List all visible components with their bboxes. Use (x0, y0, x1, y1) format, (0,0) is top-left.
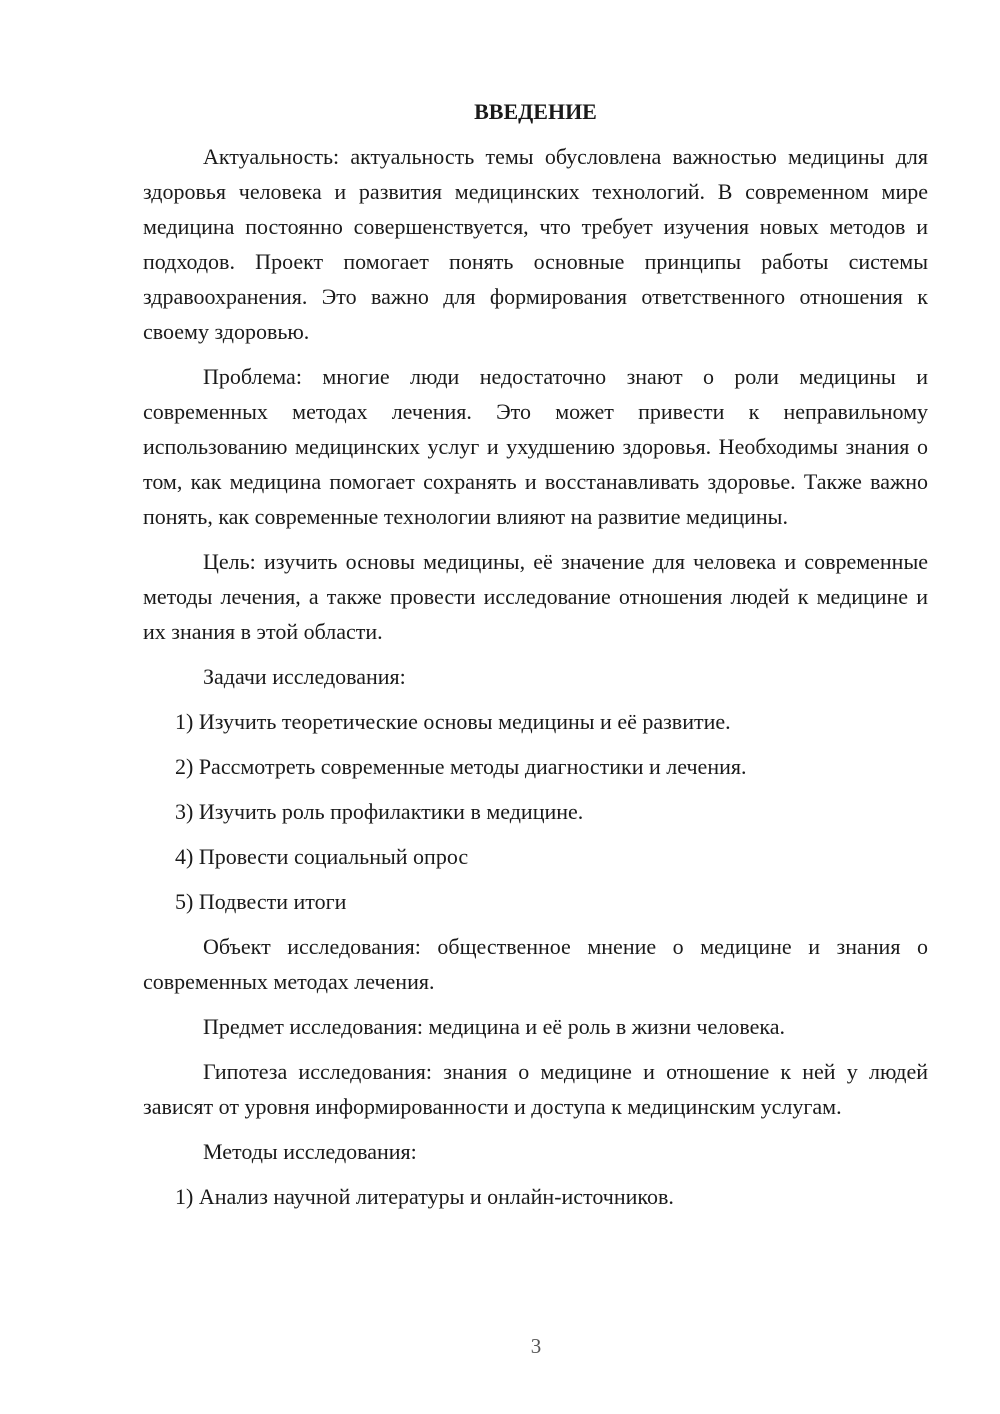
page-title: ВВЕДЕНИЕ (474, 99, 597, 124)
page-content (143, 94, 928, 1224)
list-item: 2) Рассмотреть современные методы диагностики и лечения. (175, 754, 747, 779)
paragraph-subject: Предмет исследования: медицина и её роль в жизни человека. (203, 1014, 785, 1039)
paragraph-object: Объект исследования: общественное мнение о медицине и знания о современных методах лечения. (143, 934, 928, 994)
tasks-heading: Задачи исследования: (203, 664, 406, 689)
list-item: 1) Анализ научной литературы и онлайн-источников. (175, 1184, 674, 1209)
tasks-list (143, 704, 928, 919)
paragraph-relevance: Актуальность: актуальность темы обусловлена важностью медицины для здоровья человека и развития медицинских технологий. В современном мире медицина постоянно совершенствуется, что требует изучения новых методов и подходов. Проект помогает понять основные принципы работы системы здравоохранения. Это важно для формирования ответственного отношения к своему здоровью. (143, 144, 928, 344)
paragraph-problem: Проблема: многие люди недостаточно знают о роли медицины и современных методах лечения. Это может привести к неправильному использованию медицинских услуг и ухудшению здоровья. Необходимы знания о том, как медицина помогает сохранять и восстанавливать здоровье. Также важно понять, как современные технологии влияют на развитие медицины. (143, 364, 928, 529)
list-item: 5) Подвести итоги (175, 889, 347, 914)
list-item: 1) Изучить теоретические основы медицины и её развитие. (175, 709, 731, 734)
list-item: 3) Изучить роль профилактики в медицине. (175, 799, 584, 824)
methods-list (143, 1179, 928, 1214)
list-item: 4) Провести социальный опрос (175, 844, 469, 869)
methods-heading: Методы исследования: (203, 1139, 417, 1164)
page-number: 3 (530, 1334, 542, 1358)
paragraph-goal: Цель: изучить основы медицины, её значение для человека и современные методы лечения, а также провести исследование отношения людей к медицине и их знания в этой области. (143, 549, 928, 644)
paragraph-hypothesis: Гипотеза исследования: знания о медицине и отношение к ней у людей зависят от уровня информированности и доступа к медицинским услугам. (143, 1059, 928, 1119)
